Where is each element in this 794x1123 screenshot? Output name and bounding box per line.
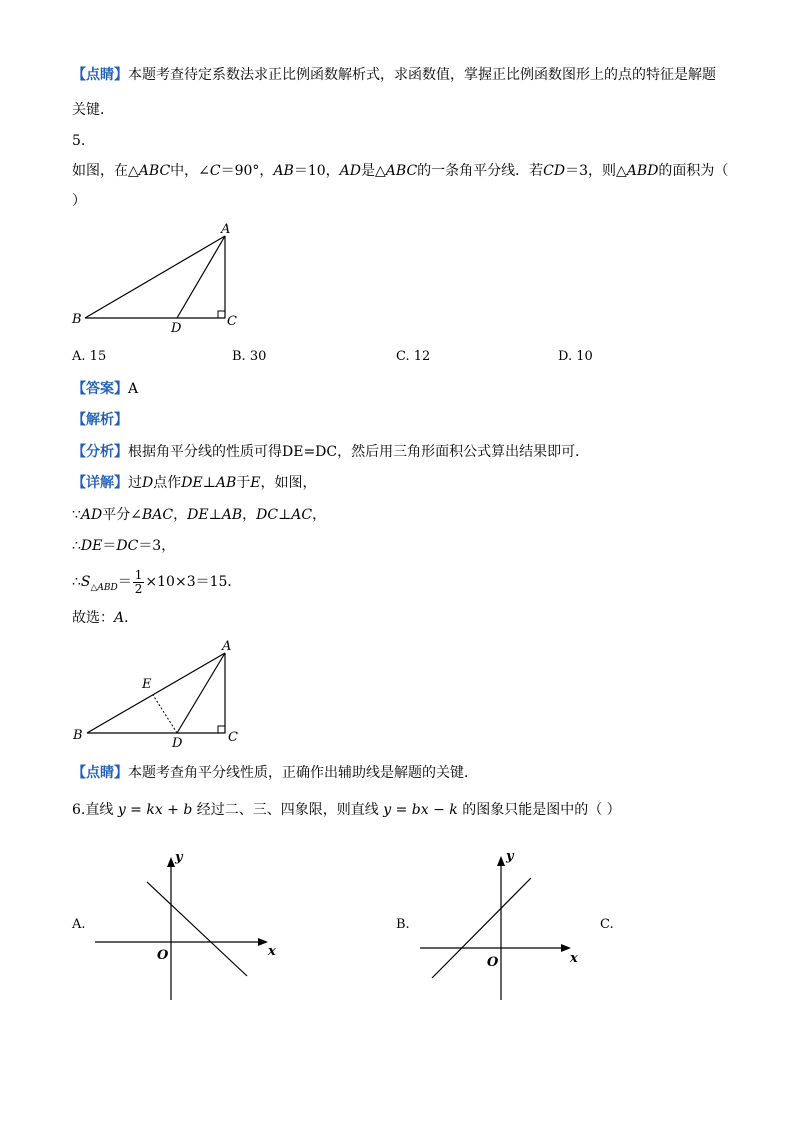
label-A: A (222, 639, 232, 654)
stem-var: ABC (385, 163, 418, 179)
stem-var: C (209, 163, 221, 179)
question-stem (72, 162, 728, 180)
stem-var: CD (543, 163, 566, 179)
equation-1: y = kx + b (117, 802, 193, 818)
stem-var: AB (273, 163, 294, 179)
answer-value: A (128, 381, 139, 397)
option-c[interactable]: C. 12 (396, 349, 431, 364)
q4-comment-line2: 关键． (72, 102, 114, 118)
graph-option-a[interactable]: A. (72, 917, 86, 932)
label-D: D (171, 321, 182, 336)
choose-line: 故选：A． (72, 610, 139, 626)
analysis-heading (72, 411, 128, 429)
y-label: y (175, 850, 183, 865)
xiangjie-line: 【详解】过D点作DE⊥AB于E，如图， (72, 475, 317, 491)
analysis-tag: 【解析】 (72, 412, 128, 428)
label-D: D (172, 736, 183, 751)
stem-close: ） (72, 193, 86, 209)
fraction: $\frac{1}{2}$ (134, 567, 143, 596)
step-1: ∵AD平分∠BAC，DE⊥AB，DC⊥AC， (72, 507, 327, 523)
stem-text: 的一条角平分线．若 (417, 163, 544, 179)
graph-option-b[interactable]: B. (396, 917, 410, 932)
fenxi-tag: 【分析】 (72, 444, 128, 460)
triangle-figure-1 (60, 215, 260, 335)
graph-option-c[interactable]: C. (600, 917, 614, 932)
q6-stem: 6.直线 y = kx + b 经过二、三、四象限，则直线 y = bx − k 的图象只能是图中的（ ） (72, 802, 621, 818)
label-A: A (221, 222, 231, 237)
comment-text: 本题考查角平分线性质，正确作出辅助线是解题的关键． (128, 765, 478, 781)
comment-text: 本题考查待定系数法求正比例函数解析式，求函数值，掌握正比例函数图形上的点的特征是解题 (128, 67, 716, 83)
q4-comment-line1 (72, 66, 716, 84)
label-E: E (142, 677, 152, 692)
answer-line (72, 380, 138, 398)
question-number: 6. (72, 802, 86, 818)
q5-comment (72, 764, 478, 782)
triangle-figure-2 (60, 635, 260, 750)
graph-a (90, 845, 290, 1010)
origin-label: O (157, 948, 169, 963)
stem-text: 如图，在△ (72, 163, 139, 179)
x-label: x (268, 944, 276, 959)
label-B: B (72, 312, 82, 327)
comment-tag: 【点睛】 (72, 67, 128, 83)
equation-2: y = bx − k (383, 802, 458, 818)
stem-text: 的面积为（ (658, 163, 729, 179)
graph-b (415, 840, 615, 1005)
stem-var: ABC (138, 163, 171, 179)
stem-var: ABD (626, 163, 659, 179)
y-label: y (506, 849, 514, 864)
option-b[interactable]: B. 30 (232, 349, 267, 364)
stem-text: ＝90°， (220, 163, 274, 179)
stem-text: 是△ (361, 163, 386, 179)
option-a[interactable]: A. 15 (72, 349, 107, 364)
fenxi-text: 根据角平分线的性质可得DE=DC，然后用三角形面积公式算出结果即可． (128, 444, 590, 460)
step-3: $\therefore S_{\triangle ABD}=$ $\frac{1}{2}$ ×10×3＝15． (72, 567, 242, 596)
stem-text: ＝3，则△ (565, 163, 627, 179)
x-label: x (570, 951, 578, 966)
stem-text: ＝10， (293, 163, 340, 179)
option-d[interactable]: D. 10 (558, 349, 593, 364)
stem-var: AD (339, 163, 362, 179)
answer-tag: 【答案】 (72, 381, 128, 397)
origin-label: O (487, 955, 499, 970)
label-B: B (73, 728, 83, 743)
stem-text: 中，∠ (170, 163, 210, 179)
question-number: 5. (72, 133, 86, 149)
label-C: C (228, 730, 238, 745)
fenxi-line (72, 443, 589, 461)
step-2: ∴DE＝DC＝3， (72, 538, 176, 554)
xiangjie-tag: 【详解】 (72, 475, 128, 491)
comment-tag: 【点睛】 (72, 765, 128, 781)
label-C: C (227, 314, 237, 329)
